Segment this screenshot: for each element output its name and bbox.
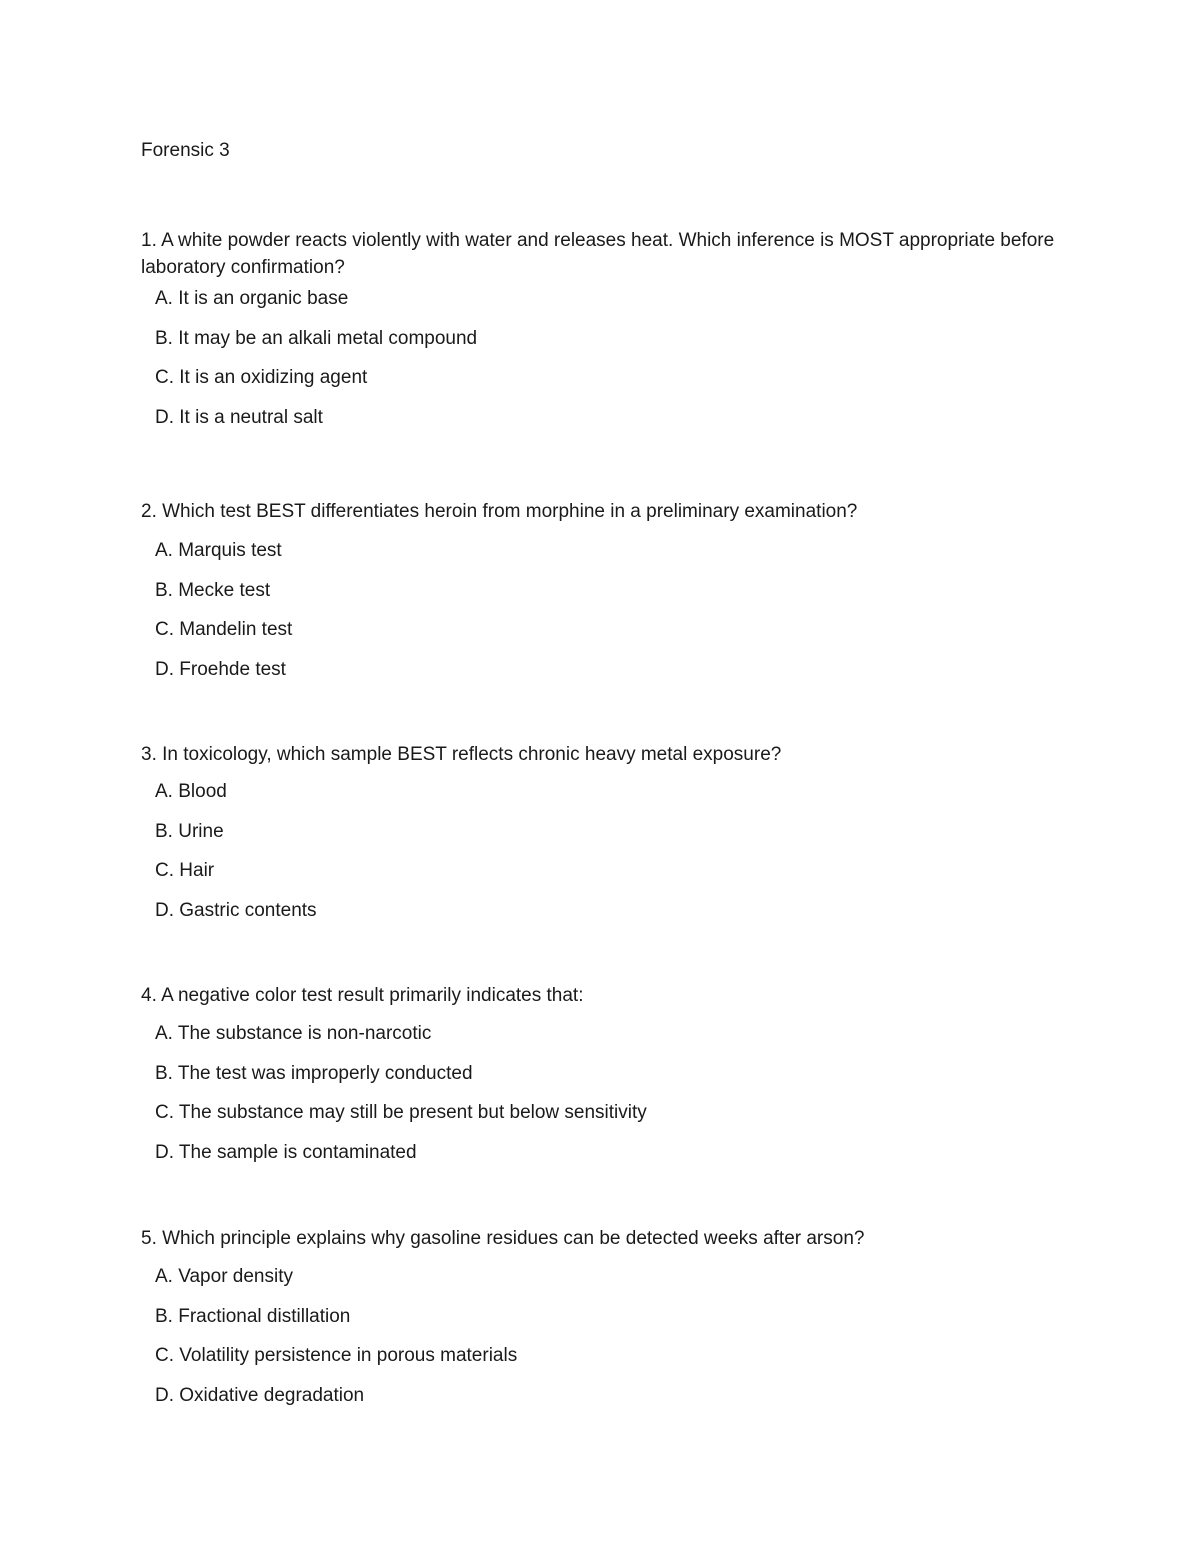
question-text: 3. In toxicology, which sample BEST reflects chronic heavy metal exposure? [141, 744, 782, 765]
option-d: D. Froehde test [155, 658, 286, 680]
question-5 [141, 1225, 1061, 1423]
option-a: A. The substance is non-narcotic [155, 1023, 432, 1044]
options-list [141, 1022, 1061, 1180]
question-3 [141, 741, 1061, 938]
option-a: A. Marquis test [155, 540, 282, 561]
option-c: C. Mandelin test [155, 619, 293, 640]
options-list [141, 780, 1061, 938]
question-text: 4. A negative color test result primarily indicates that: [141, 985, 584, 1006]
option-c: C. It is an oxidizing agent [155, 367, 368, 388]
option-c: C. Volatility persistence in porous materials [155, 1345, 518, 1366]
options-list [141, 539, 1061, 697]
option-c: C. Hair [155, 860, 215, 881]
options-list [141, 1265, 1061, 1423]
question-text: 5. Which principle explains why gasoline residues can be detected weeks after arson? [141, 1228, 865, 1249]
options-list [141, 287, 1061, 445]
option-b: B. Mecke test [155, 579, 271, 601]
question-text: 1. A white powder reacts violently with water and releases heat. Which inference is MOST appropriate before laboratory confirmation? [141, 230, 1055, 278]
option-d: D. Oxidative degradation [155, 1384, 365, 1406]
question-1 [141, 227, 1061, 445]
option-a: A. It is an organic base [155, 288, 349, 309]
document-title: Forensic 3 [141, 140, 230, 161]
option-d: D. Gastric contents [155, 899, 317, 921]
question-text: 2. Which test BEST differentiates heroin from morphine in a preliminary examination? [141, 501, 858, 522]
option-a: A. Blood [155, 781, 227, 802]
option-d: D. The sample is contaminated [155, 1141, 417, 1163]
option-b: B. The test was improperly conducted [155, 1062, 473, 1084]
question-2 [141, 498, 1061, 697]
option-b: B. Urine [155, 820, 224, 842]
option-b: B. Fractional distillation [155, 1305, 351, 1327]
question-4 [141, 982, 1061, 1180]
option-b: B. It may be an alkali metal compound [155, 327, 478, 349]
option-a: A. Vapor density [155, 1266, 294, 1287]
option-d: D. It is a neutral salt [155, 406, 323, 428]
option-c: C. The substance may still be present but below sensitivity [155, 1102, 647, 1123]
